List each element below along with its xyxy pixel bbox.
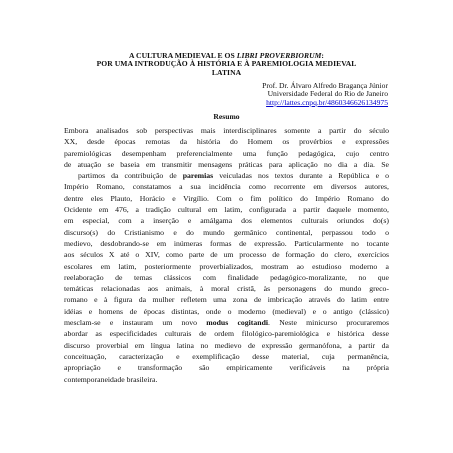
abstract-line: dentre eles Plauto, Horácio e Virgílio. Com o fim político do Império Romano do bbox=[64, 193, 389, 203]
title-line-3: LATINA bbox=[211, 67, 242, 77]
abstract-line-text: partimos da contribuição de bbox=[78, 171, 183, 181]
abstract-line: escolares em latim, posteriormente proverbializados, mostram ao estudioso moderno a bbox=[64, 261, 389, 271]
title-line-2: POR UMA INTRODUÇÃO À HISTÓRIA E À PAREMIOLOGIA MEDIEVAL bbox=[96, 59, 357, 69]
abstract-line-text: . Neste minicurso procuraremos bbox=[268, 318, 389, 328]
abstract-heading: Resumo bbox=[213, 112, 240, 121]
abstract-line: em especial, com a inserção e amálgama dos elementos culturais oriundos do(s) bbox=[64, 216, 389, 226]
abstract-line: discurso(s) do Cristianismo e do mundo germânico continental, perpassou todo o bbox=[64, 227, 389, 237]
abstract-line: temáticas relacionadas aos animais, à moral cristã, às personagens do mundo greco- bbox=[64, 284, 389, 294]
abstract-line: conceituação, caracterização e exemplificação desse material, cuja permanência, bbox=[64, 351, 389, 361]
abstract-line: de atuação se baseia em transmitir mensagens práticas para aplicação no dia a dia. Se bbox=[64, 159, 389, 169]
abstract-line: Império Romano, constatamos a sua incidência como recorrente em diversos autores, bbox=[64, 182, 389, 192]
abstract-line: paremiológicas desempenham preferencialmente uma função pedagógica, cujo centro bbox=[64, 148, 389, 158]
abstract-line: XX, desde épocas remotas da história do Homem os provérbios e expressões bbox=[64, 137, 389, 147]
abstract-bold-term: modus cogitandi bbox=[206, 318, 269, 328]
abstract-line: reelaboração de temas clássicos com finalidade pedagógico-moralizante, no que bbox=[64, 272, 389, 282]
abstract-line: discurso proverbial em língua latina no medievo de expressão germanófona, a partir da bbox=[64, 340, 389, 350]
abstract-line: idéias e homens de épocas distintas, onde o moderno (medieval) e o antigo (clássico) bbox=[64, 306, 389, 316]
abstract-body bbox=[64, 125, 389, 385]
abstract-line-text: mesclam-se e instauram um novo bbox=[64, 318, 207, 328]
abstract-line: apropriação e transformação são empiricamente verificáveis na própria bbox=[64, 363, 389, 373]
abstract-bold-term: paremias bbox=[182, 171, 214, 181]
abstract-line bbox=[64, 317, 389, 328]
title-line-1-prefix: A CULTURA MEDIEVAL E OS bbox=[128, 51, 237, 60]
abstract-line-text: veiculadas nos textos durante a República e o bbox=[213, 171, 389, 181]
paper-title bbox=[60, 52, 393, 77]
title-line-1-italic: LIBRI PROVERBIORUM bbox=[236, 51, 322, 60]
author-name: Prof. Dr. Álvaro Alfredo Bragança Júnior bbox=[262, 81, 388, 90]
abstract-line: abordar as especificidades culturais de ordem filológico-paremiológica e histórica desse bbox=[64, 329, 389, 339]
lattes-link[interactable]: http://lattes.cnpq.br/4860346626134975 bbox=[266, 97, 388, 107]
author-affiliation: Universidade Federal do Rio de Janeiro bbox=[267, 89, 388, 99]
abstract-line: contemporaneidade brasileira. bbox=[64, 374, 158, 384]
abstract-line: Embora analisados sob perspectivas mais interdisciplinares somente a partir do século bbox=[64, 126, 389, 135]
author-block bbox=[262, 82, 388, 107]
abstract-line: aos séculos X até o XIV, como parte de um processo de formação do clero, exercícios bbox=[64, 250, 389, 260]
title-line-1-suffix: : bbox=[321, 51, 325, 60]
abstract-line: Ocidente em 476, a tradição cultural em latim, configurada a partir daquele momento, bbox=[64, 205, 389, 215]
abstract-line: romano e à figura da mulher refletem uma zona de imbricação através do latim entre bbox=[64, 295, 389, 305]
abstract-line: medievo, desdobrando-se em inúmeras formas de expressão. Particularmente no tocante bbox=[64, 238, 389, 248]
abstract-line bbox=[64, 170, 389, 181]
